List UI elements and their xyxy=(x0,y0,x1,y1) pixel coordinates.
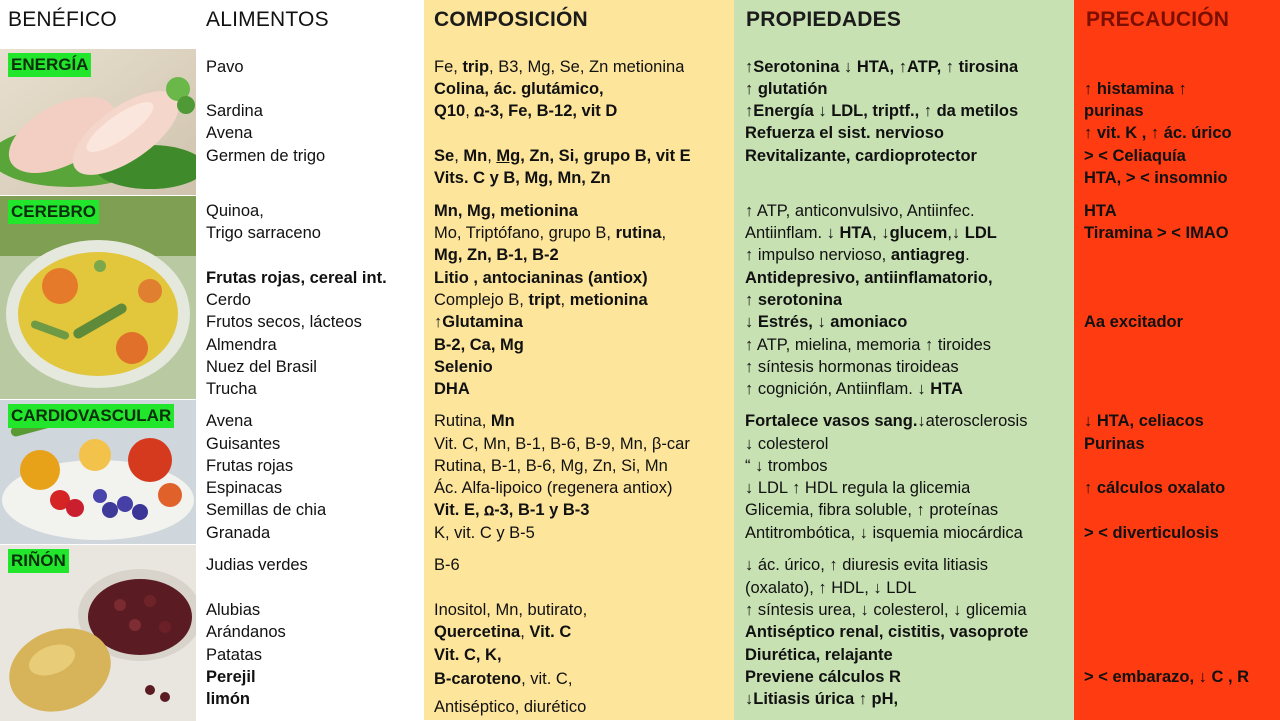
panel-label: RIÑÓN xyxy=(8,549,69,573)
composicion-item-text: Q10 xyxy=(434,102,466,120)
alimento-item: Almendra xyxy=(206,336,277,354)
panel-cerebro xyxy=(0,195,196,399)
composicion-item xyxy=(434,267,648,289)
propiedades-item xyxy=(745,477,970,499)
propiedades-item xyxy=(745,621,1028,643)
composicion-item-text: , xyxy=(520,623,530,641)
composicion-item-text: Mn xyxy=(490,412,515,430)
composicion-item-text: Litio , antocianinas (antiox) xyxy=(434,269,648,287)
composicion-item xyxy=(434,200,578,222)
header-alimentos: ALIMENTOS xyxy=(206,8,329,31)
propiedades-item xyxy=(745,577,916,599)
composicion-item xyxy=(434,167,611,189)
propiedades-item-text: Antidepresivo, antiinflamatorio, xyxy=(745,269,993,287)
composicion-item-text: Glutamina xyxy=(442,313,523,331)
propiedades-item-text: ↑ ATP, mielina, memoria ↑ tiroides xyxy=(745,336,992,354)
propiedades-item-text: , ↓ xyxy=(872,224,890,242)
composicion-item-text: Rutina, xyxy=(434,412,491,430)
propiedades-item-text: Antitrombótica, ↓ isquemia miocárdica xyxy=(745,524,1023,542)
propiedades-item-text: ↓Litiasis úrica ↑ pH, xyxy=(745,690,899,708)
composicion-item-text: B-2, Ca, Mg xyxy=(434,336,524,354)
precaucion-item xyxy=(1084,100,1144,122)
alimento-item: Espinacas xyxy=(206,479,283,497)
propiedades-item xyxy=(745,522,1023,544)
composicion-item-text: , xyxy=(487,147,497,165)
composicion-item-text: trip xyxy=(462,58,490,76)
composicion-item xyxy=(434,378,470,400)
propiedades-item-text: ↑Energía ↓ LDL, triptf., ↑ da metilos xyxy=(745,102,1019,120)
propiedades-item-text: HTA xyxy=(839,224,873,242)
precaucion-item-text: Aa excitador xyxy=(1084,313,1184,331)
header-benefico: BENÉFICO xyxy=(8,8,117,31)
propiedades-item xyxy=(745,122,944,144)
composicion-item xyxy=(434,145,691,167)
propiedades-item xyxy=(745,56,1018,78)
composicion-item-text: , Zn, Si, grupo B, vit E xyxy=(520,147,691,165)
propiedades-item-text: ↑ glutatión xyxy=(745,80,828,98)
alimento-item: limón xyxy=(206,690,250,708)
composicion-item-text: Mn, Mg, metionina xyxy=(434,202,578,220)
propiedades-item-text: ,↓ xyxy=(947,224,965,242)
alimento-item: Perejil xyxy=(206,668,256,686)
propiedades-item xyxy=(745,433,828,455)
composicion-item xyxy=(434,289,648,311)
composicion-item-text: Fe, xyxy=(434,58,463,76)
composicion-item-text: Vits. C y B, Mg, Mn, Zn xyxy=(434,169,611,187)
panel-energia xyxy=(0,48,196,195)
composicion-item xyxy=(434,668,572,690)
precaucion-item-text: purinas xyxy=(1084,102,1144,120)
propiedades-item xyxy=(745,499,998,521)
quinoa-bowl-photo-icon xyxy=(0,196,196,399)
propiedades-item-text: Antiinflam. ↓ xyxy=(745,224,840,242)
composicion-item xyxy=(434,311,523,333)
alimento-item: Avena xyxy=(206,124,253,142)
precaucion-item xyxy=(1084,78,1187,100)
composicion-item-text: metionina xyxy=(569,291,648,309)
propiedades-item xyxy=(745,410,1027,432)
alimento-item: Granada xyxy=(206,524,271,542)
header-propiedades: PROPIEDADES xyxy=(746,8,902,31)
composicion-item xyxy=(434,554,460,576)
precaucion-item xyxy=(1084,410,1204,432)
precaucion-item xyxy=(1084,145,1186,167)
panel-rinon xyxy=(0,544,196,721)
propiedades-item-text: ↓ Estrés, ↓ amoniaco xyxy=(745,313,908,331)
composicion-item-text: ↑ xyxy=(434,313,443,331)
alimento-item: Semillas de chia xyxy=(206,501,327,519)
propiedades-item-text: ↓ ác. úrico, ↑ diuresis evita litiasis xyxy=(745,556,988,574)
composicion-item-text: , B3, Mg, Se, Zn metionina xyxy=(489,58,685,76)
composicion-item xyxy=(434,621,571,643)
composicion-item-text: Colina, ác. glutámico, xyxy=(434,80,604,98)
propiedades-item xyxy=(745,688,898,710)
composicion-item-text: Vit. C, K, xyxy=(434,646,502,664)
alimento-item: Cerdo xyxy=(206,291,251,309)
header-composicion: COMPOSICIÓN xyxy=(434,8,588,31)
composicion-item-text: ꭥ-3, Fe, B-12, vit D xyxy=(474,102,618,120)
alimento-item: Nuez del Brasil xyxy=(206,358,317,376)
composicion-item-text: Vit. E, ꭥ-3, B-1 y B-3 xyxy=(434,501,590,519)
propiedades-item xyxy=(745,455,828,477)
precaucion-item xyxy=(1084,311,1183,333)
propiedades-item xyxy=(745,100,1018,122)
alimento-item: Guisantes xyxy=(206,435,281,453)
propiedades-item-text: ↑ cognición, Antiinflam. ↓ xyxy=(745,380,931,398)
panel-label: CEREBRO xyxy=(8,200,99,224)
precaucion-item-text: HTA xyxy=(1084,202,1117,220)
composicion-item-text: B-6 xyxy=(434,556,460,574)
propiedades-item-text: ↑ impulso nervioso, xyxy=(745,246,891,264)
composicion-item-text: , xyxy=(661,224,667,242)
propiedades-item xyxy=(745,78,827,100)
propiedades-item-text: Refuerza el sist. nervioso xyxy=(745,124,944,142)
propiedades-item-text: ↓aterosclerosis xyxy=(917,412,1028,430)
precaucion-item-text: ↑ cálculos oxalato xyxy=(1084,479,1226,497)
precaucion-item-text: > < diverticulosis xyxy=(1084,524,1219,542)
propiedades-item-text: glucem xyxy=(889,224,948,242)
alimento-item: Avena xyxy=(206,412,253,430)
alimento-item: Quinoa, xyxy=(206,202,264,220)
alimento-item: Germen de trigo xyxy=(206,147,326,165)
composicion-item-text: Quercetina xyxy=(434,623,521,641)
propiedades-item-text: . xyxy=(965,246,970,264)
alimento-item: Patatas xyxy=(206,646,262,664)
propiedades-item-text: Previene cálculos R xyxy=(745,668,901,686)
composicion-item-text: , xyxy=(454,147,464,165)
composicion-item-text: Rutina, B-1, B-6, Mg, Zn, Si, Mn xyxy=(434,457,668,475)
composicion-item-text: Mg xyxy=(496,147,521,165)
composicion-item-text: Se xyxy=(434,147,455,165)
composicion-item xyxy=(434,56,684,78)
composicion-item xyxy=(434,78,604,100)
composicion-item-text: , xyxy=(560,291,570,309)
propiedades-item xyxy=(745,378,963,400)
propiedades-item-text: ↑Serotonina ↓ HTA, ↑ATP, ↑ tirosina xyxy=(745,58,1019,76)
propiedades-item-text: HTA xyxy=(930,380,963,398)
propiedades-item-text: Fortalece vasos sang. xyxy=(745,412,918,430)
propiedades-item xyxy=(745,311,907,333)
composicion-item-text: Selenio xyxy=(434,358,493,376)
propiedades-item xyxy=(745,145,977,167)
composicion-item-text: Mn xyxy=(463,147,488,165)
propiedades-item xyxy=(745,666,901,688)
precaucion-item xyxy=(1084,433,1145,455)
propiedades-item-text: “ ↓ trombos xyxy=(745,457,828,475)
precaucion-item-text: Tiramina > < IMAO xyxy=(1084,224,1229,242)
alimento-item: Arándanos xyxy=(206,623,286,641)
precaucion-item-text: ↑ vit. K , ↑ ác. úrico xyxy=(1084,124,1232,142)
composicion-item xyxy=(434,499,589,521)
composicion-item-text: tript xyxy=(528,291,561,309)
composicion-item xyxy=(434,100,617,122)
composicion-item-text: DHA xyxy=(434,380,470,398)
composicion-item-text: Vit. C, Mn, B-1, B-6, B-9, Mn, β-car xyxy=(434,435,690,453)
composicion-item-text: Inositol, Mn, butirato, xyxy=(434,601,588,619)
composicion-item-text: Mo, Triptófano, grupo B, xyxy=(434,224,616,242)
composicion-item-text: Vit. C xyxy=(529,623,572,641)
composicion-item xyxy=(434,522,535,544)
propiedades-item xyxy=(745,356,959,378)
precaucion-item-text: > < embarazo, ↓ C , R xyxy=(1084,668,1250,686)
precaucion-item xyxy=(1084,167,1228,189)
propiedades-item-text: antiagreg xyxy=(890,246,966,264)
propiedades-item-text: Antiséptico renal, cistitis, vasoprote xyxy=(745,623,1029,641)
precaucion-item-text: HTA, > < insomnio xyxy=(1084,169,1228,187)
propiedades-item-text: ↑ ATP, anticonvulsivo, Antiinfec. xyxy=(745,202,975,220)
propiedades-item-text: Revitalizante, cardioprotector xyxy=(745,147,977,165)
composicion-item-text: Antiséptico, diurético xyxy=(434,698,587,716)
propiedades-item-text: Diurética, relajante xyxy=(745,646,893,664)
precaucion-item-text: ↑ histamina ↑ xyxy=(1084,80,1187,98)
composicion-item xyxy=(434,455,668,477)
alimento-item: Trucha xyxy=(206,380,257,398)
precaucion-item xyxy=(1084,477,1225,499)
propiedades-item-text: Glicemia, fibra soluble, ↑ proteínas xyxy=(745,501,999,519)
precaucion-item xyxy=(1084,222,1229,244)
composicion-item xyxy=(434,433,690,455)
composicion-item-text: Complejo B, xyxy=(434,291,529,309)
propiedades-item xyxy=(745,244,970,266)
composicion-item xyxy=(434,599,587,621)
propiedades-item-text: ↑ síntesis hormonas tiroideas xyxy=(745,358,959,376)
composicion-item-text: , vit. C, xyxy=(521,670,573,688)
precaucion-item-text: ↓ HTA, celiacos xyxy=(1084,412,1204,430)
alimento-item: Pavo xyxy=(206,58,244,76)
propiedades-item xyxy=(745,334,991,356)
alimento-item: Trigo sarraceno xyxy=(206,224,321,242)
alimento-item: Alubias xyxy=(206,601,261,619)
precaucion-item xyxy=(1084,666,1249,688)
propiedades-item xyxy=(745,599,1027,621)
panel-label: ENERGÍA xyxy=(8,53,91,77)
composicion-item xyxy=(434,410,515,432)
propiedades-item-text: ↑ síntesis urea, ↓ colesterol, ↓ glicemia xyxy=(745,601,1027,619)
composicion-item xyxy=(434,244,559,266)
composicion-item xyxy=(434,356,493,378)
propiedades-item-text: (oxalato), ↑ HDL, ↓ LDL xyxy=(745,579,917,597)
precaucion-item-text: Purinas xyxy=(1084,435,1145,453)
composicion-item-text: , xyxy=(465,102,475,120)
panel-cardiovascular xyxy=(0,399,196,544)
header-precaucion: PRECAUCIÓN xyxy=(1086,8,1230,31)
propiedades-item-text: ↑ serotonina xyxy=(745,291,843,309)
composicion-item xyxy=(434,644,502,666)
composicion-item-text: rutina xyxy=(615,224,662,242)
precaucion-item xyxy=(1084,122,1232,144)
propiedades-item xyxy=(745,554,988,576)
composicion-item-text: K, vit. C y B-5 xyxy=(434,524,535,542)
propiedades-item xyxy=(745,267,993,289)
composicion-item xyxy=(434,477,672,499)
alimento-item: Frutas rojas, cereal int. xyxy=(206,269,387,287)
composicion-item-text: Mg, Zn, B-1, B-2 xyxy=(434,246,559,264)
composicion-item xyxy=(434,334,524,356)
precaucion-item xyxy=(1084,200,1117,222)
composicion-item xyxy=(434,696,586,718)
precaucion-item xyxy=(1084,522,1219,544)
alimento-item: Frutos secos, lácteos xyxy=(206,313,362,331)
alimento-item: Sardina xyxy=(206,102,263,120)
propiedades-item-text: ↓ LDL ↑ HDL regula la glicemia xyxy=(745,479,971,497)
propiedades-item xyxy=(745,222,997,244)
propiedades-item xyxy=(745,289,842,311)
propiedades-item-text: ↓ colesterol xyxy=(745,435,829,453)
composicion-item-text: B-caroteno xyxy=(434,670,522,688)
composicion-item xyxy=(434,222,666,244)
alimento-item: Frutas rojas xyxy=(206,457,294,475)
precaucion-item-text: > < Celiaquía xyxy=(1084,147,1186,165)
propiedades-item-text: LDL xyxy=(964,224,997,242)
alimento-item: Judias verdes xyxy=(206,556,308,574)
propiedades-item xyxy=(745,644,893,666)
composicion-item-text: Ác. Alfa-lipoico (regenera antiox) xyxy=(434,479,673,497)
panel-label: CARDIOVASCULAR xyxy=(8,404,174,428)
propiedades-item xyxy=(745,200,975,222)
